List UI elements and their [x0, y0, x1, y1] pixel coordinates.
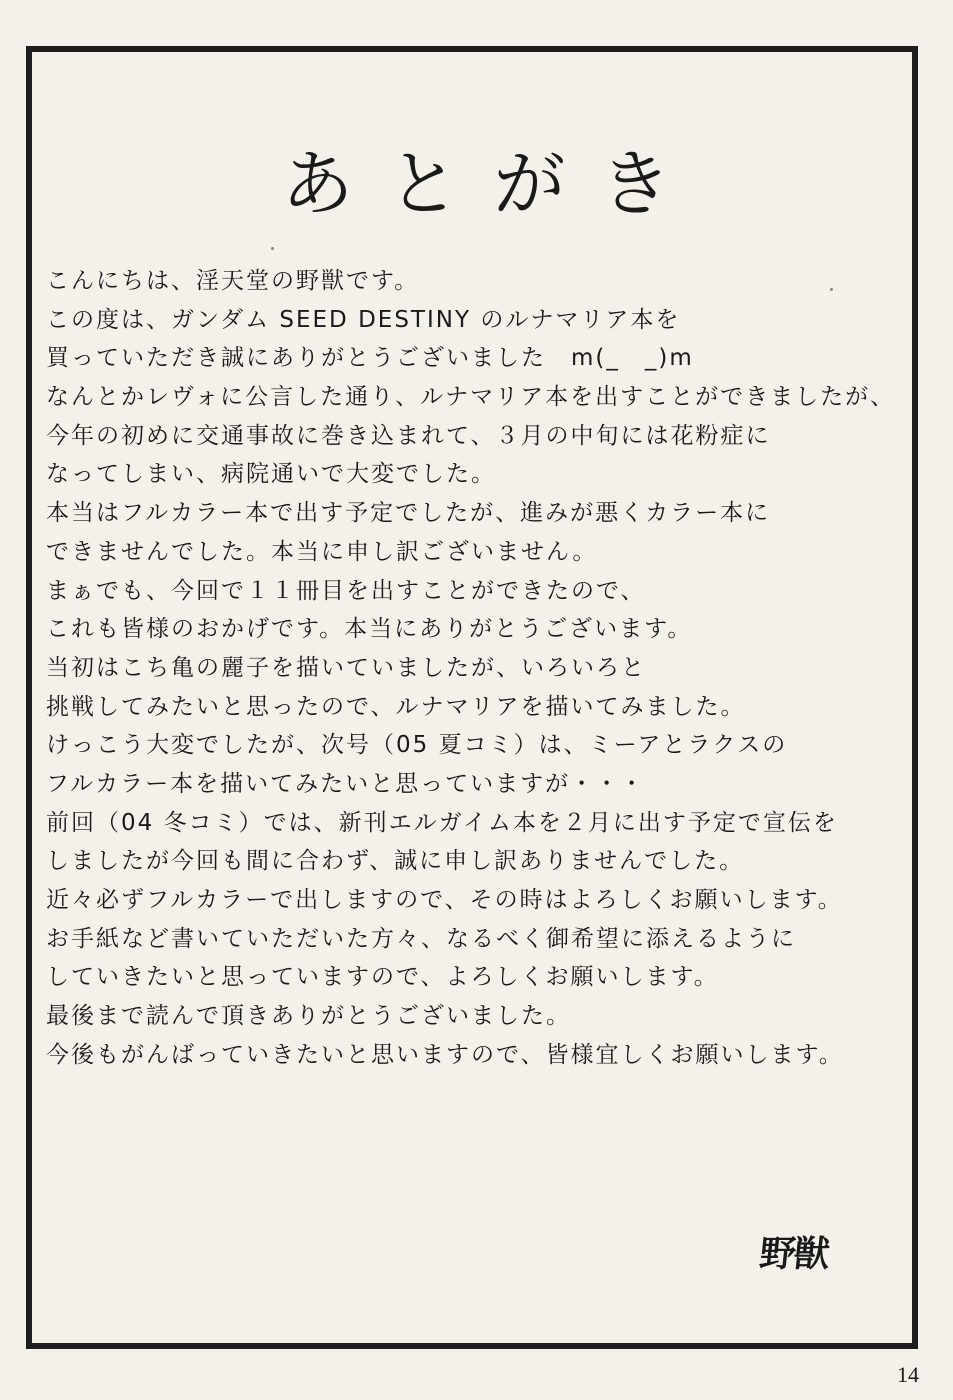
- author-signature: 野獣: [757, 1234, 830, 1275]
- body-line: していきたいと思っていますので、よろしくお願いします。: [46, 964, 719, 991]
- body-line: 最後まで読んで頂きありがとうございました。: [46, 1003, 571, 1030]
- body-line: できませんでした。本当に申し訳ございません。: [46, 538, 598, 565]
- page-number: 14: [897, 1362, 919, 1387]
- body-line: フルカラー本を描いてみたいと思っていますが・・・: [46, 770, 646, 797]
- body-line: 前回（04 冬コミ）では、新刊エルガイム本を２月に出す予定で宣伝を: [46, 809, 838, 836]
- body-line: 当初はこち亀の麗子を描いていましたが、いろいろと: [46, 654, 646, 681]
- body-line: お手紙など書いていただいた方々、なるべく御希望に添えるように: [46, 925, 796, 952]
- body-line: なってしまい、病院通いで大変でした。: [46, 461, 496, 488]
- body-line: この度は、ガンダム SEED DESTINY のルナマリア本を: [46, 306, 681, 333]
- body-line: 買っていただき誠にありがとうございました m(_ _)m: [46, 345, 694, 372]
- body-line: これも皆様のおかげです。本当にありがとうございます。: [46, 616, 693, 643]
- body-line: 近々必ずフルカラーで出しますので、その時はよろしくお願いします。: [46, 887, 843, 913]
- body-line: しましたが今回も間に合わず、誠に申し訳ありませんでした。: [46, 848, 745, 875]
- page-title: あとがき: [281, 142, 706, 227]
- body-line: けっこう大変でしたが、次号（05 夏コミ）は、ミーアとラクスの: [46, 732, 788, 759]
- afterword-body: [46, 262, 896, 1074]
- body-line: 今年の初めに交通事故に巻き込まれて、３月の中旬には花粉症に: [46, 422, 771, 449]
- body-line: こんにちは、淫天堂の野獣です。: [46, 268, 420, 294]
- paper-speck: [830, 288, 833, 291]
- body-line: 挑戦してみたいと思ったので、ルナマリアを描いてみました。: [46, 693, 746, 720]
- body-line: 本当はフルカラー本で出す予定でしたが、進みが悪くカラー本に: [46, 500, 771, 527]
- paper-speck: [271, 247, 274, 250]
- body-line: まぁでも、今回で１１冊目を出すことができたので、: [46, 577, 646, 604]
- body-line: なんとかレヴォに公言した通り、ルナマリア本を出すことができましたが、: [46, 384, 896, 411]
- body-line: 今後もがんばっていきたいと思いますので、皆様宜しくお願いします。: [46, 1041, 844, 1068]
